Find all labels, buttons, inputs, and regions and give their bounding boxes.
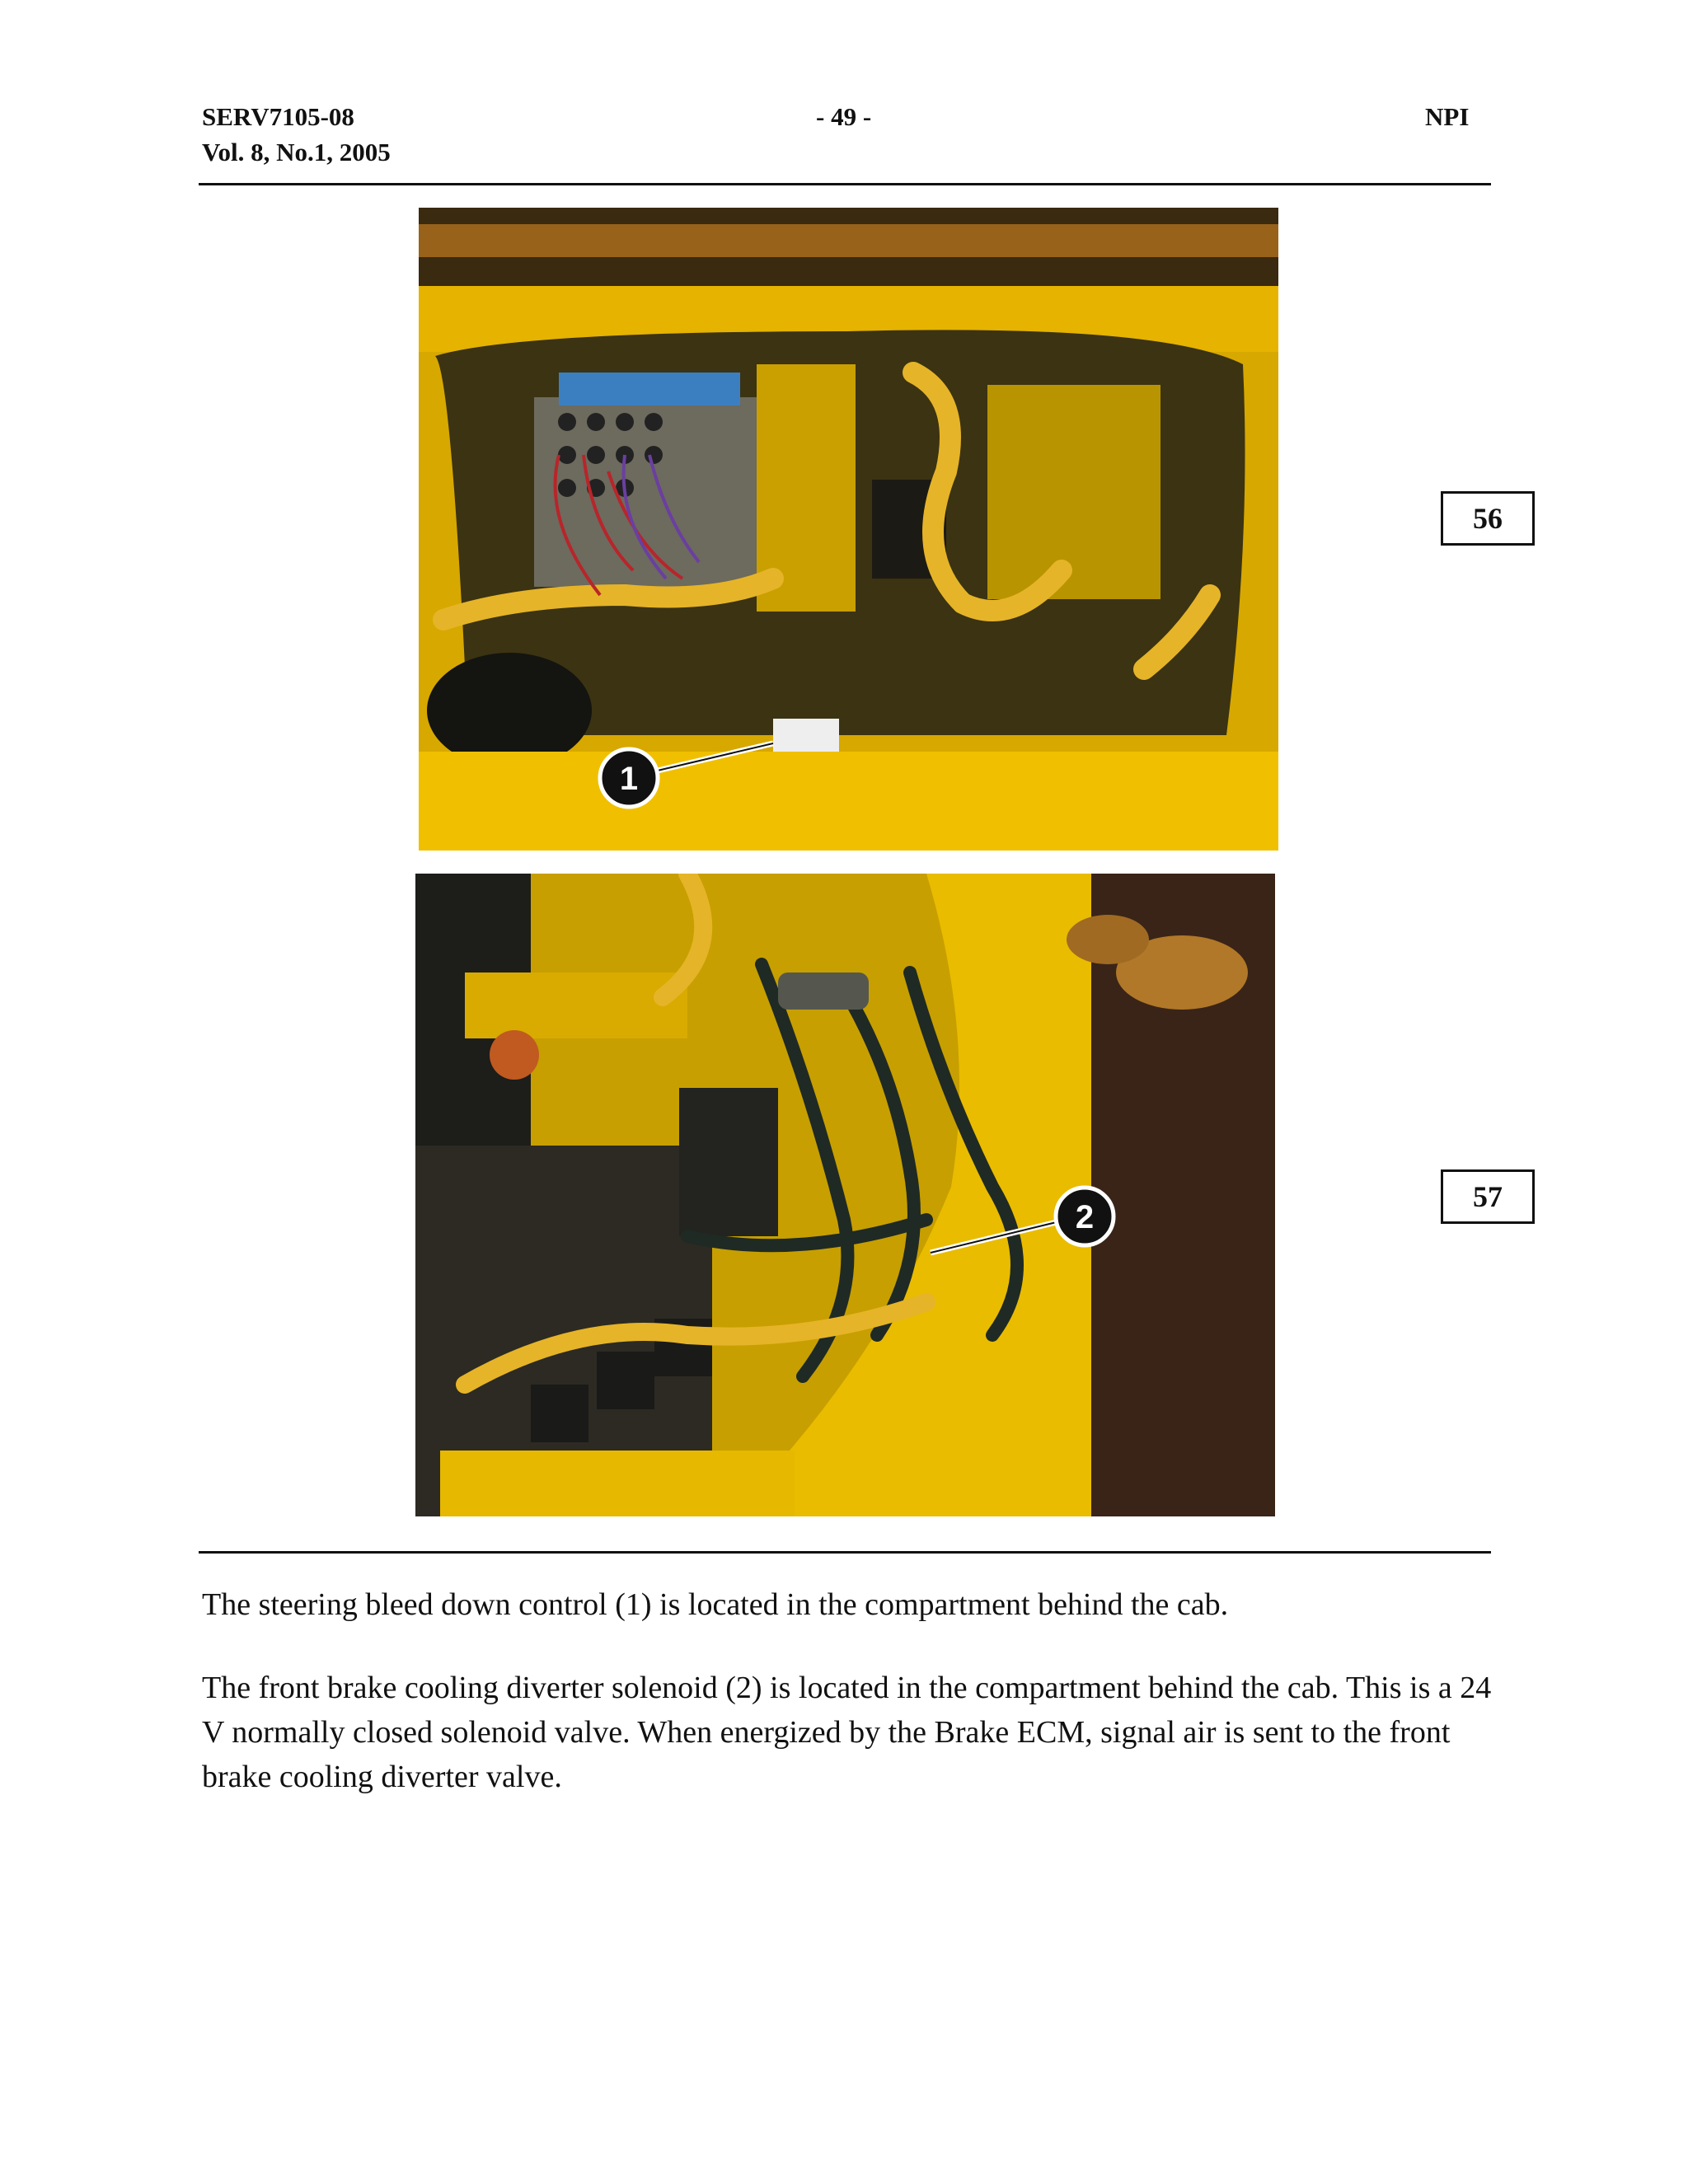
header-divider (199, 183, 1491, 185)
section-label: NPI (1425, 102, 1470, 131)
figure-56-number: 56 (1441, 491, 1535, 546)
paragraph-steering-bleed-down: The steering bleed down control (1) is located in the compartment behind the cab. (202, 1587, 1229, 1622)
figure-57-photo (415, 874, 1275, 1516)
callout-2-label: 2 (1075, 1199, 1095, 1235)
body-divider (199, 1551, 1491, 1554)
document-id: SERV7105-08 (202, 102, 354, 131)
volume-info: Vol. 8, No.1, 2005 (202, 138, 391, 166)
paragraph-brake-cooling-solenoid: The front brake cooling diverter solenoid (2) is located in the compartment behind the cab. This is a 24 V normally closed solenoid valve. When energized by the Brake ECM, signal air is sent to the front brake cooling diverter valve. (202, 1671, 1492, 1794)
callout-1-label: 1 (619, 761, 639, 797)
figure-57-number: 57 (1441, 1169, 1535, 1224)
page-number: - 49 - (816, 102, 872, 131)
figure-56-photo (419, 208, 1278, 851)
